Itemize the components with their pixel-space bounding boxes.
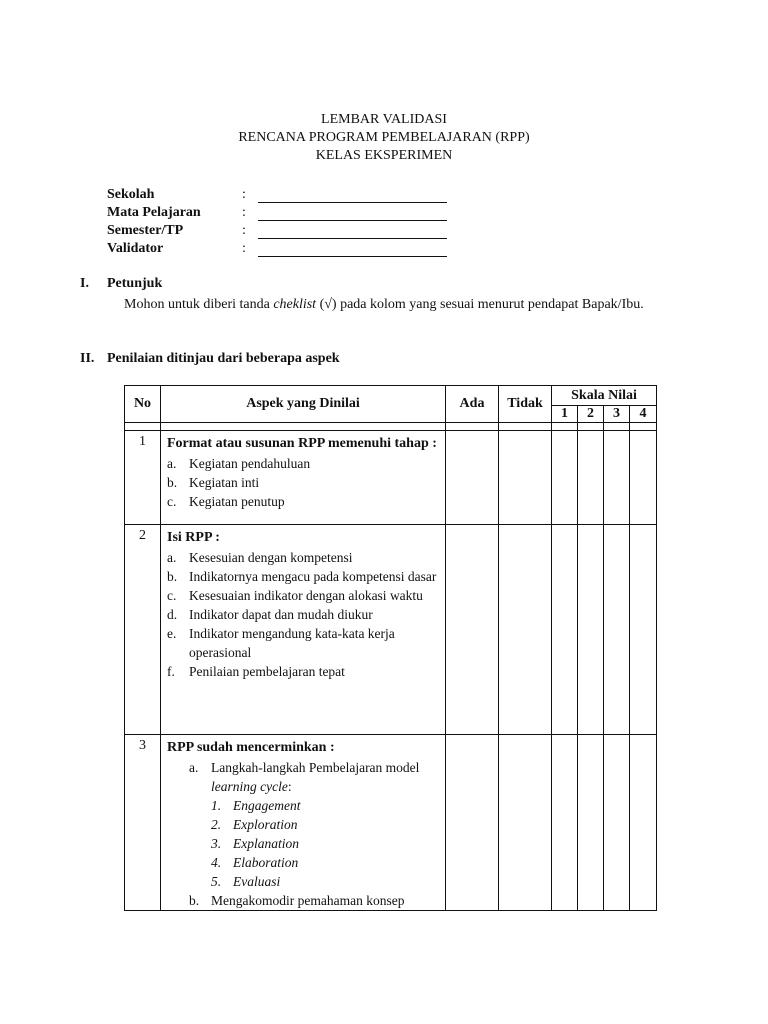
- list-item: c. Kesesuaian indikator dengan alokasi waktu: [167, 588, 423, 603]
- field-label-semester: Semester/TP: [107, 223, 184, 238]
- check-cell-tidak[interactable]: [499, 525, 552, 735]
- field-blank-mata-pelajaran[interactable]: [258, 220, 447, 221]
- document-title-line-2: RENCANA PROGRAM PEMBELAJARAN (RPP): [238, 130, 530, 145]
- check-cell-scale-2[interactable]: [578, 735, 604, 911]
- check-cell-ada[interactable]: [446, 735, 499, 911]
- list-item: d. Indikator dapat dan mudah diukur: [167, 607, 373, 622]
- field-colon: :: [242, 187, 246, 202]
- check-cell-scale-4[interactable]: [630, 431, 657, 525]
- field-blank-sekolah[interactable]: [258, 202, 447, 203]
- check-cell-scale-4[interactable]: [630, 735, 657, 911]
- field-colon: :: [242, 241, 246, 256]
- list-item: b. Mengakomodir pemahaman konsep: [189, 893, 405, 908]
- list-item: f. Penilaian pembelajaran tepat: [167, 664, 345, 679]
- header-no: No: [125, 386, 161, 423]
- header-scale-4: 4: [630, 406, 657, 423]
- document-title-line-1: LEMBAR VALIDASI: [321, 112, 447, 127]
- check-cell-scale-2[interactable]: [578, 525, 604, 735]
- aspect-title: Format atau susunan RPP memenuhi tahap :: [167, 436, 437, 451]
- header-scale-3: 3: [604, 406, 630, 423]
- header-tidak: Tidak: [499, 386, 552, 423]
- field-label-mata-pelajaran: Mata Pelajaran: [107, 205, 201, 220]
- check-cell-scale-3[interactable]: [604, 735, 630, 911]
- assessment-table: [124, 385, 657, 911]
- sub-list-item: 2. Exploration: [211, 817, 298, 832]
- field-label-sekolah: Sekolah: [107, 187, 155, 202]
- spacer-row: [125, 423, 657, 431]
- check-cell-scale-4[interactable]: [630, 525, 657, 735]
- check-cell-scale-3[interactable]: [604, 431, 630, 525]
- list-item: a. Langkah-langkah Pembelajaran model learning cycle:: [189, 760, 420, 794]
- instruction-emphasis: cheklist: [273, 297, 317, 312]
- field-colon: :: [242, 205, 246, 220]
- check-cell-scale-1[interactable]: [552, 525, 578, 735]
- header-ada: Ada: [446, 386, 499, 423]
- list-item: c. Kegiatan penutup: [167, 494, 285, 509]
- list-item: a. Kesesuian dengan kompetensi: [167, 550, 353, 565]
- header-scale-1: 1: [552, 406, 578, 423]
- section-title-penilaian: Penilaian ditinjau dari beberapa aspek: [107, 351, 340, 366]
- list-item: a. Kegiatan pendahuluan: [167, 456, 311, 471]
- check-cell-scale-1[interactable]: [552, 735, 578, 911]
- table-row: [125, 735, 657, 911]
- sub-list-item: 5. Evaluasi: [211, 874, 281, 889]
- aspect-title: Isi RPP :: [167, 530, 220, 545]
- document-title-line-3: KELAS EKSPERIMEN: [315, 148, 453, 163]
- section-number: II.: [80, 351, 95, 366]
- field-blank-validator[interactable]: [258, 256, 447, 257]
- sub-list-item: 1. Engagement: [211, 798, 301, 813]
- sub-list-item: 4. Elaboration: [211, 855, 299, 870]
- row-number: 3: [125, 735, 161, 911]
- field-label-validator: Validator: [107, 241, 164, 256]
- instruction-paragraph: Mohon untuk diberi tanda cheklist (√) pada kolom yang sesuai menurut pendapat Bapak/Ibu.: [124, 297, 644, 312]
- field-blank-semester[interactable]: [258, 238, 447, 239]
- check-cell-scale-3[interactable]: [604, 525, 630, 735]
- table-row: [125, 431, 657, 525]
- aspect-cell: [161, 431, 446, 525]
- aspect-cell: [161, 735, 446, 911]
- list-item: b. Kegiatan inti: [167, 475, 260, 490]
- list-item: e. Indikator mengandung kata-kata kerja operasional: [167, 626, 395, 660]
- row-number: 1: [125, 431, 161, 525]
- field-colon: :: [242, 223, 246, 238]
- check-cell-ada[interactable]: [446, 431, 499, 525]
- section-number: I.: [80, 276, 89, 291]
- header-scale-2: 2: [578, 406, 604, 423]
- list-item: b. Indikatornya mengacu pada kompetensi dasar: [167, 569, 437, 584]
- check-cell-scale-1[interactable]: [552, 431, 578, 525]
- header-aspect: Aspek yang Dinilai: [161, 386, 446, 423]
- check-cell-tidak[interactable]: [499, 735, 552, 911]
- check-cell-ada[interactable]: [446, 525, 499, 735]
- section-title-petunjuk: Petunjuk: [107, 276, 163, 291]
- row-number: 2: [125, 525, 161, 735]
- aspect-title: RPP sudah mencerminkan :: [167, 740, 335, 755]
- sub-list-item: 3. Explanation: [211, 836, 299, 851]
- table-row: [125, 525, 657, 735]
- aspect-cell: [161, 525, 446, 735]
- header-skala-nilai: Skala Nilai: [552, 386, 657, 406]
- check-cell-scale-2[interactable]: [578, 431, 604, 525]
- check-cell-tidak[interactable]: [499, 431, 552, 525]
